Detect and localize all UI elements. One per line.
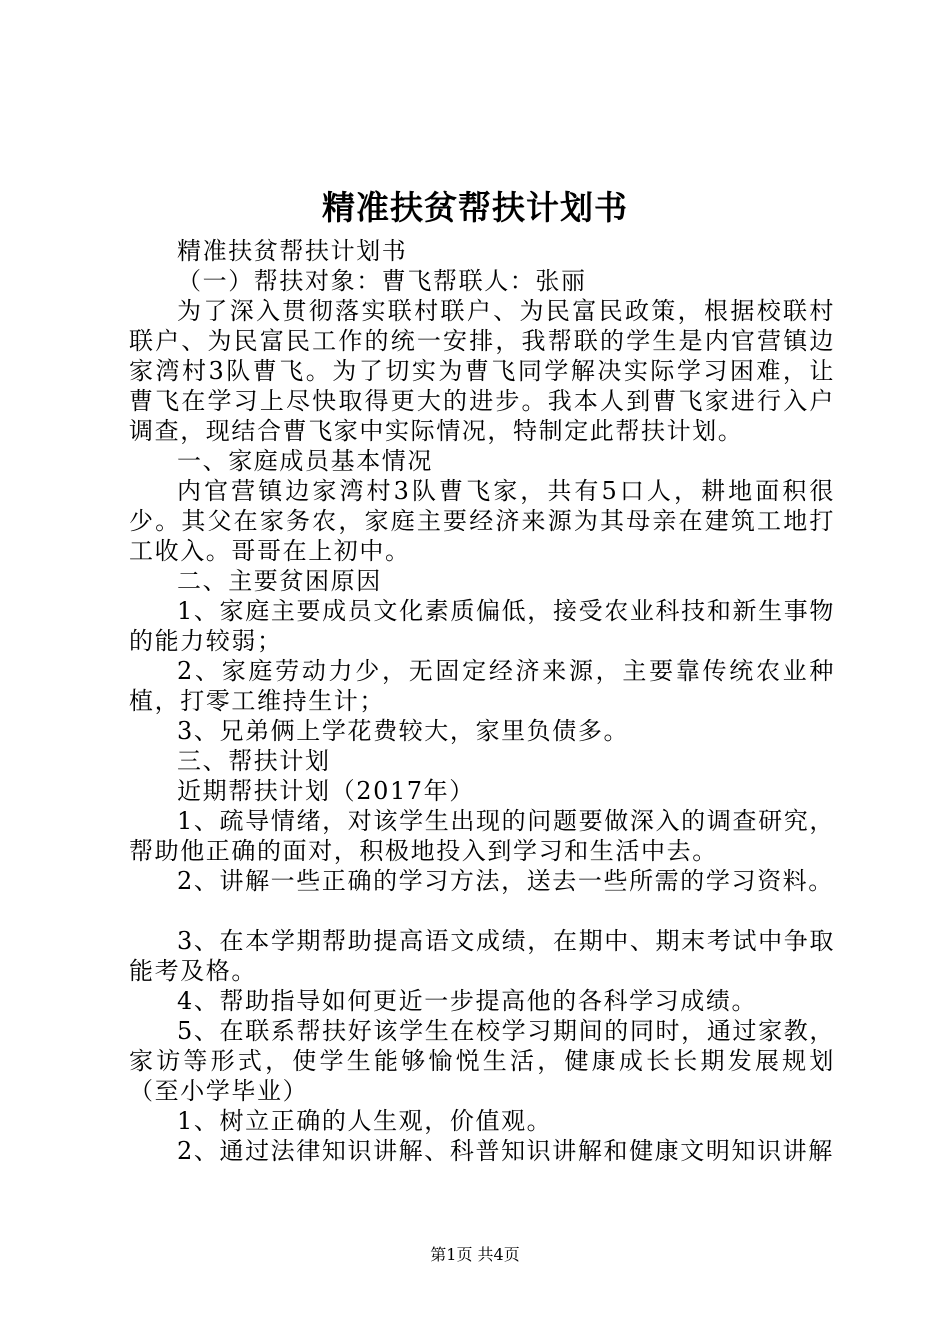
list-item: 3、兄弟俩上学花费较大，家里负债多。: [177, 717, 630, 745]
page-footer: 第1页 共4页: [430, 1245, 520, 1264]
section-heading: 二、主要贫困原因: [177, 567, 382, 595]
document-title: 精准扶贫帮扶计划书: [322, 188, 628, 227]
blank-line: [129, 896, 835, 926]
list-item: 1、树立正确的人生观，价值观。: [177, 1107, 553, 1135]
list-item: 3、在本学期帮助提高语文成绩，在期中、期末考试中争取能考及格。: [129, 927, 835, 985]
list-item: 2、讲解一些正确的学习方法，送去一些所需的学习资料。: [177, 867, 834, 895]
paragraph: 内官营镇边家湾村3队曹飞家，共有5口人，耕地面积很少。其父在家务农，家庭主要经济来源为其母亲在建筑工地打工收入。哥哥在上初中。: [129, 477, 835, 565]
list-item: 2、通过法律知识讲解、科普知识讲解和健康文明知识讲解: [177, 1137, 834, 1165]
list-item: 1、家庭主要成员文化素质偏低，接受农业科技和新生事物的能力较弱；: [129, 597, 835, 655]
list-item: 4、帮助指导如何更近一步提高他的各科学习成绩。: [177, 987, 758, 1015]
section-heading: 三、帮扶计划: [177, 747, 331, 775]
paragraph: 为了深入贯彻落实联村联户、为民富民政策，根据校联村联户、为民富民工作的统一安排，我帮联的学生是内官营镇边家湾村3队曹飞。为了切实为曹飞同学解决实际学习困难，让曹飞在学习上尽快取得更大的进步。我本人到曹飞家进行入户调查，现结合曹飞家中实际情况，特制定此帮扶计划。: [129, 297, 835, 445]
subsection-heading: 近期帮扶计划（2017年）: [177, 777, 475, 805]
section-heading: 一、家庭成员基本情况: [177, 447, 433, 475]
list-item: 5、在联系帮扶好该学生在校学习期间的同时，通过家教，家访等形式，使学生能够愉悦生活，健康成长长期发展规划（至小学毕业）: [129, 1017, 835, 1105]
document-body: [129, 236, 835, 1166]
paragraph: （一）帮扶对象：曹飞帮联人：张丽: [177, 267, 587, 295]
paragraph: 精准扶贫帮扶计划书: [177, 237, 408, 265]
list-item: 1、疏导情绪，对该学生出现的问题要做深入的调查研究，帮助他正确的面对，积极地投入到学习和生活中去。: [129, 807, 835, 865]
list-item: 2、家庭劳动力少，无固定经济来源，主要靠传统农业种植，打零工维持生计；: [129, 657, 835, 715]
